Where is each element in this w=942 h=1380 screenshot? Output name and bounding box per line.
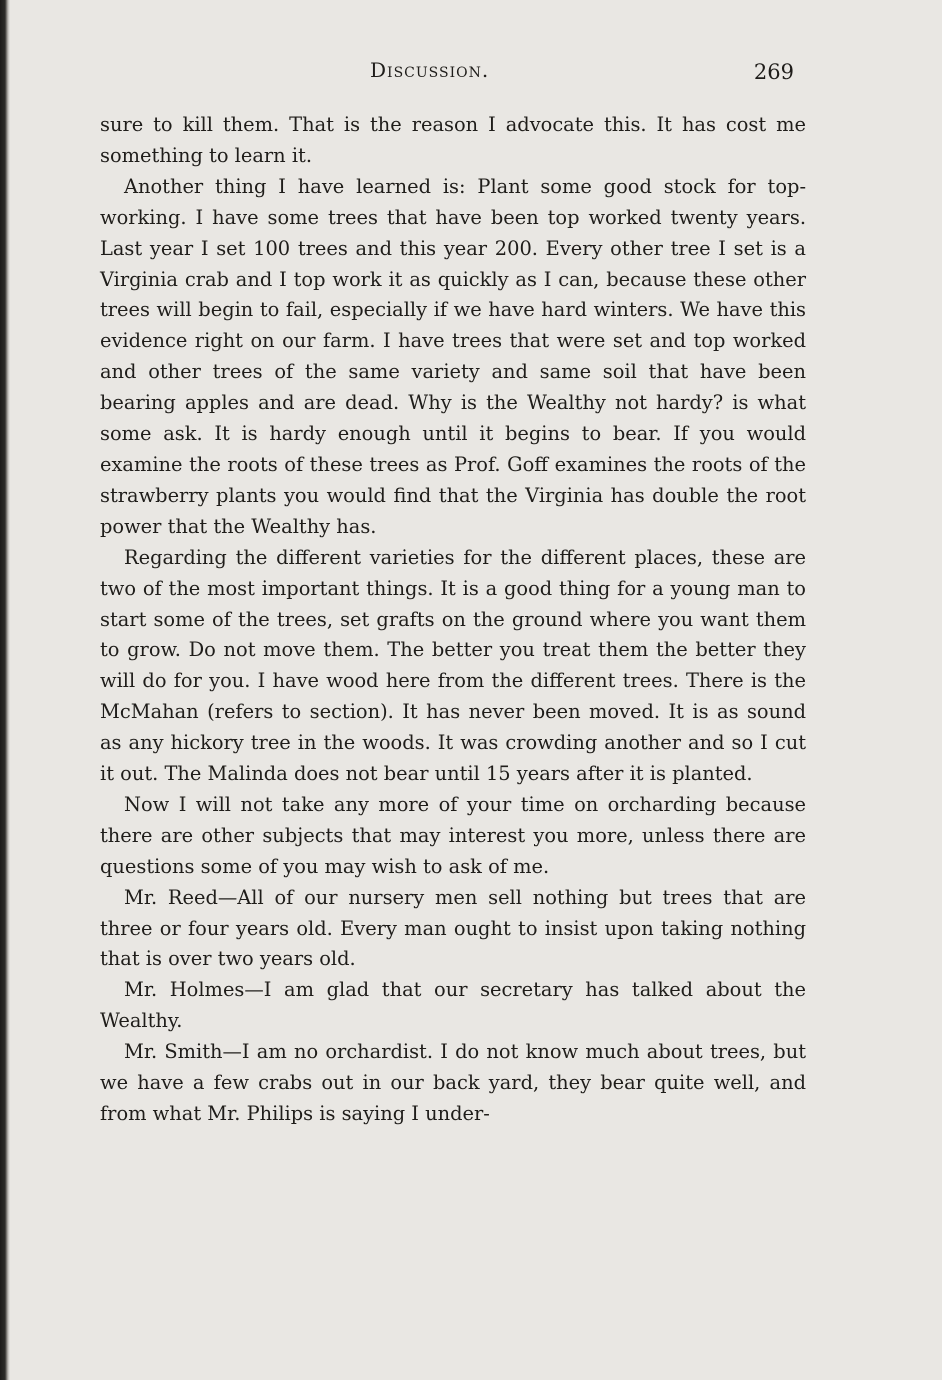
- body-text: [100, 110, 806, 1130]
- paragraph: Regarding the different varieties for the different places, these are two of the most important things. It is a good thing for a young man to start some of the trees, set grafts on the ground where you want them to grow. Do not move them. The better you treat them the better they will do for you. I have wood here from the different trees. There is the McMahan (refers to section). It has never been moved. It is as sound as any hickory tree in the woods. It was crowding another and so I cut it out. The Malinda does not bear until 15 years after it is planted.: [100, 545, 806, 786]
- page-header: [100, 50, 806, 90]
- paragraph: Now I will not take any more of your time on orcharding because there are other subjects that may interest you more, unless there are questions some of you may wish to ask of me.: [100, 792, 806, 878]
- book-binding-edge: [0, 0, 10, 1380]
- paragraph: Mr. Reed—All of our nursery men sell nothing but trees that are three or four years old. Every man ought to insist upon taking nothing that is over two years old.: [100, 885, 806, 971]
- running-head: Discussion.: [370, 58, 490, 82]
- book-page: [100, 50, 806, 1130]
- paragraph: Another thing I have learned is: Plant some good stock for top-working. I have some trees that have been top worked twenty years. Last year I set 100 trees and this year 200. Every other tree I set is a Virginia crab and I top work it as quickly as I can, because these other trees will begin to fail, especially if we have hard winters. We have this evidence right on our farm. I have trees that were set and top worked and other trees of the same variety and same soil that have been bearing apples and are dead. Why is the Wealthy not hardy? is what some ask. It is hardy enough until it begins to bear. If you would examine the roots of these trees as Prof. Goff examines the roots of the strawberry plants you would find that the Virginia has double the root power that the Wealthy has.: [100, 174, 806, 538]
- paragraph: Mr. Smith—I am no orchardist. I do not know much about trees, but we have a few crabs out in our back yard, they bear quite well, and from what Mr. Philips is saying I under-: [100, 1040, 806, 1125]
- paragraph: sure to kill them. That is the reason I advocate this. It has cost me something to learn it.: [100, 113, 806, 167]
- page-number: 269: [753, 60, 794, 84]
- paragraph: Mr. Holmes—I am glad that our secretary has talked about the Wealthy.: [100, 978, 806, 1033]
